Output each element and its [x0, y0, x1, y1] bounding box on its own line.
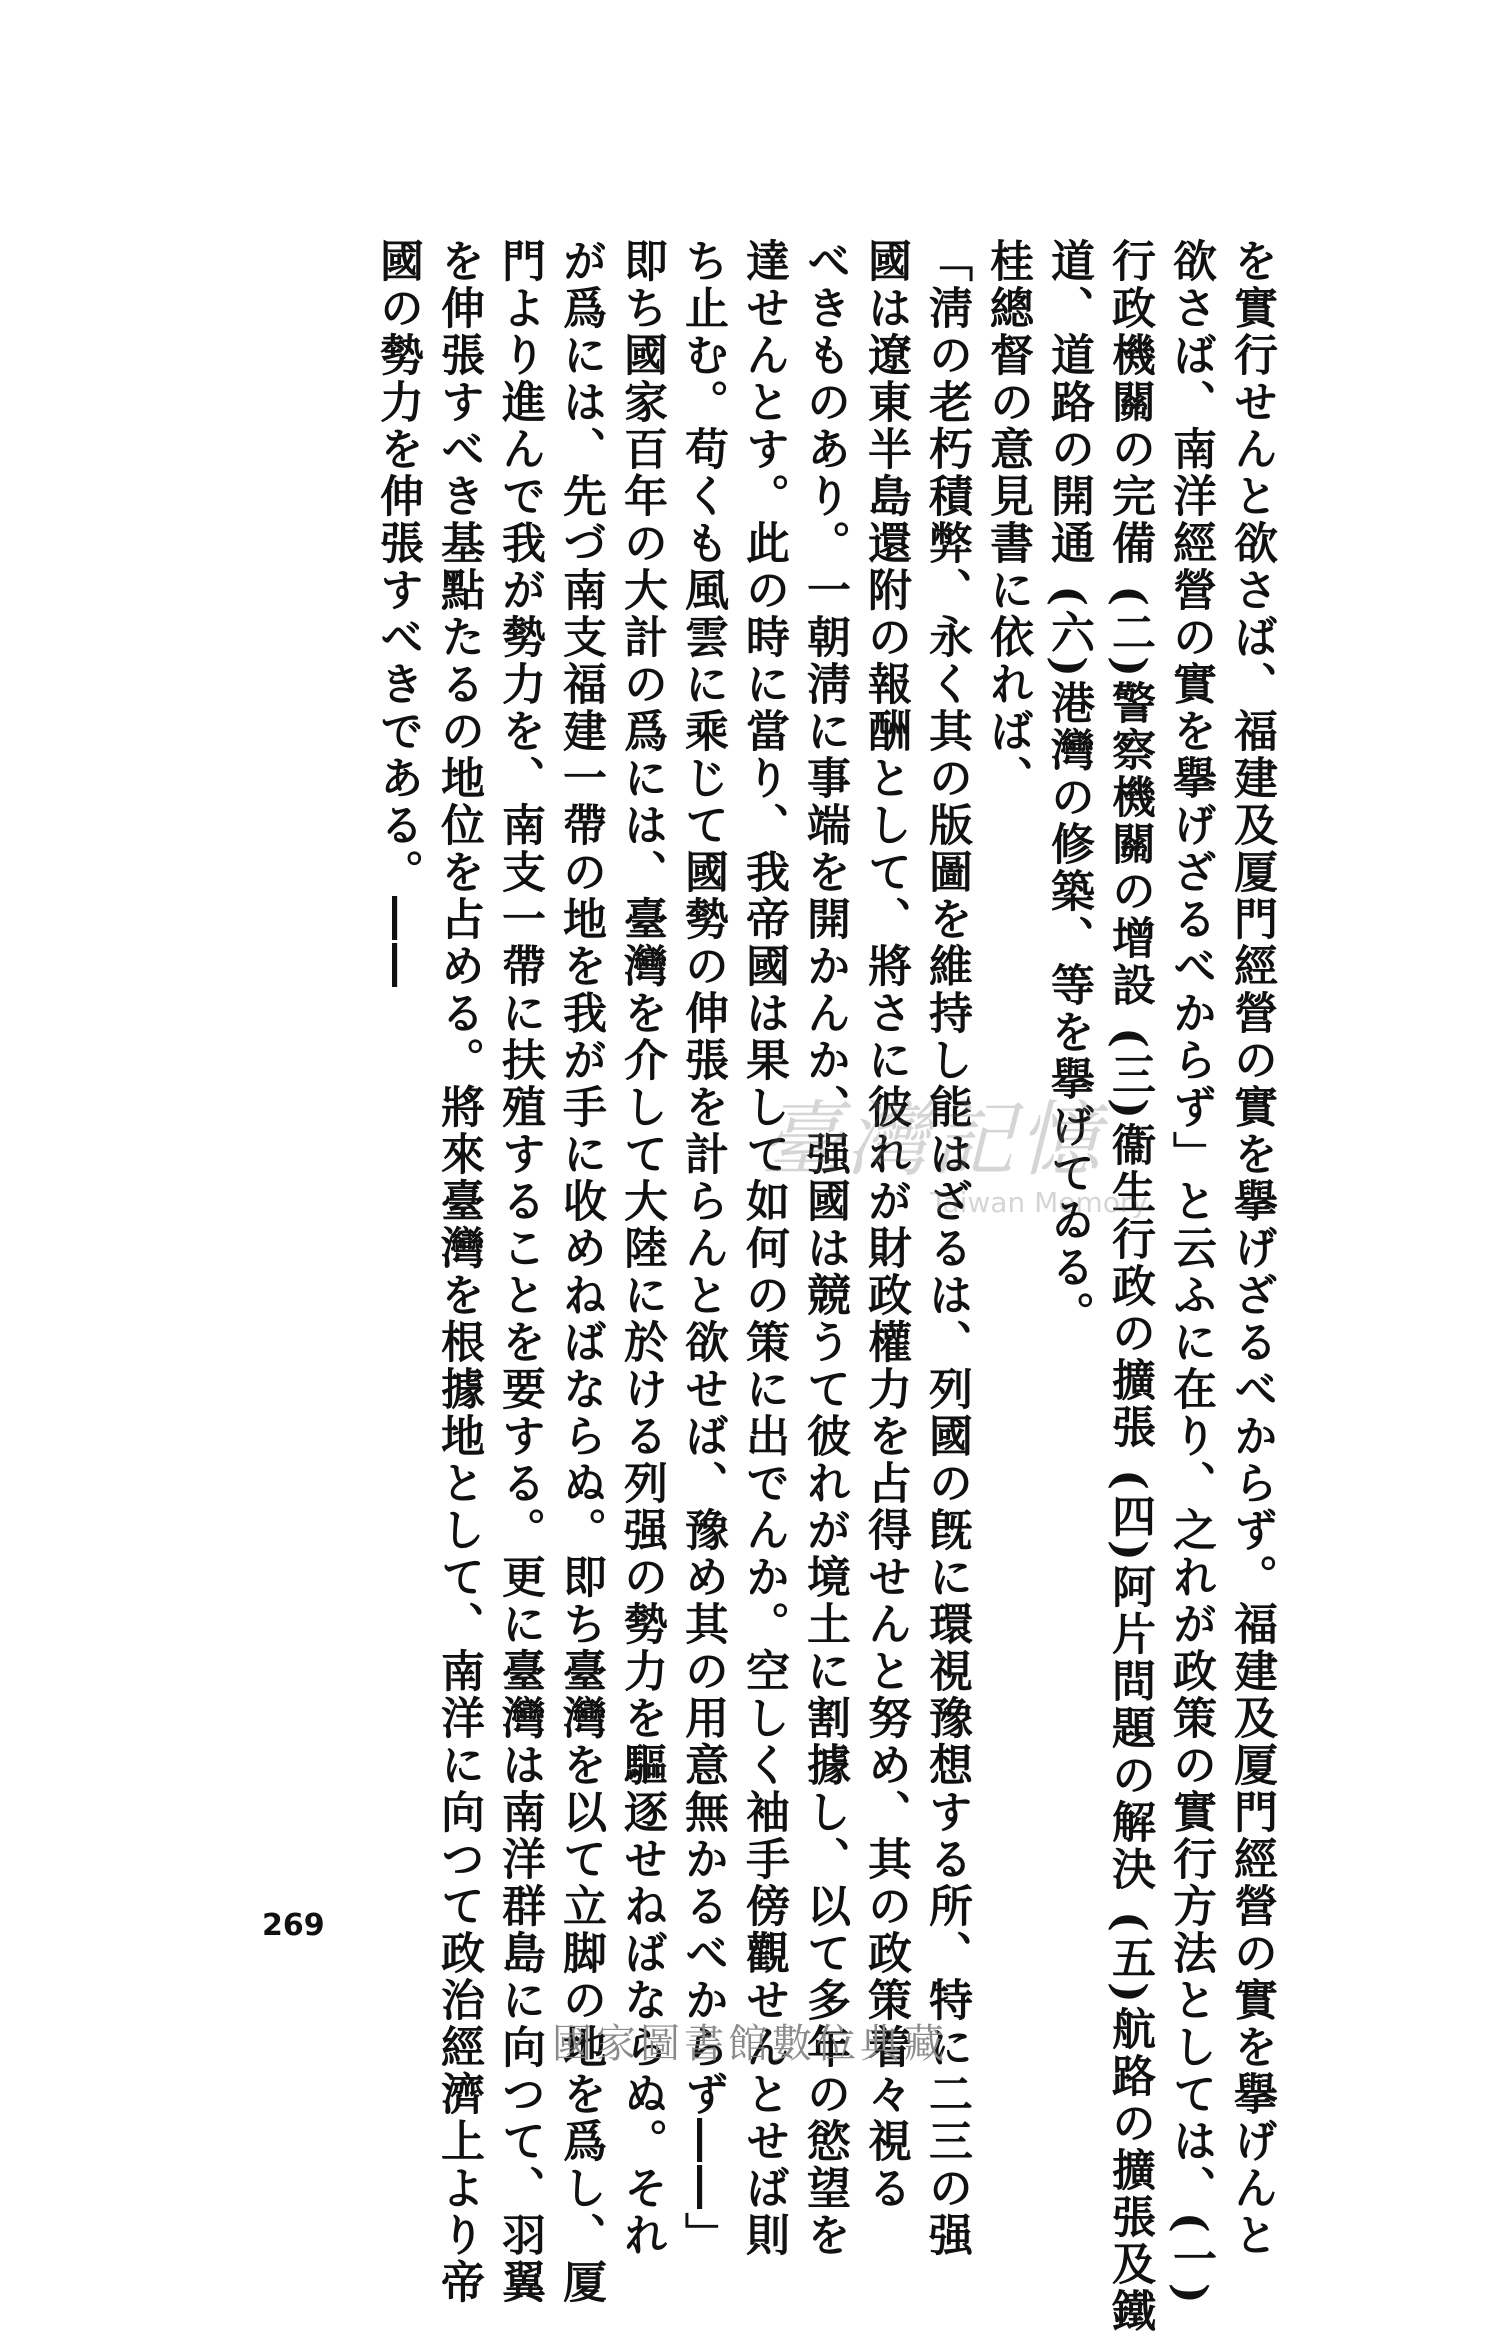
text-column: べきものあり。一朝淸に事端を開かんか、强國は競うて彼れが境土に割據し、以て多年の慾望を — [799, 238, 850, 2259]
text-column: 國は遼東半島還附の報酬として、將さに彼れが財政權力を占得せんと努め、其の政策着々視る — [860, 238, 911, 2212]
library-footer: 國家圖書館數位典藏 — [552, 2021, 948, 2067]
text-column: 行政機關の完備 (二)警察機關の增設 (三)衞生行政の擴張 (四)阿片問題の解決 (五)航路の擴張及鐵 — [1104, 238, 1155, 2335]
text-column: 國の勢力を伸張すべきである。―― — [372, 238, 423, 990]
page-number: 269 — [262, 1908, 325, 1943]
text-column: 欲さば、南洋經營の實を擧げざるべからず」と云ふに在り、之れが政策の實行方法としては、(一) — [1165, 238, 1216, 2307]
text-column: ち止む。苟くも風雲に乘じて國勢の伸張を計らんと欲せば、豫め其の用意無かるべからず――」 — [677, 238, 728, 2259]
text-column: 「淸の老朽積弊、永く其の版圖を維持し能はざるは、列國の旣に環視豫想する所、特に二三の强 — [921, 238, 972, 2259]
text-column: 道、道路の開通 (六)港灣の修築、等を擧げてゐる。 — [1043, 238, 1094, 1338]
text-column: 達せんとす。此の時に當り、我帝國は果して如何の策に出でんか。空しく袖手傍觀せんとせば則 — [738, 238, 789, 2259]
watermark-title: 臺灣記憶 — [760, 1093, 1104, 1188]
text-column: を伸張すべき基點たるの地位を占める。將來臺灣を根據地として、南洋に向つて政治經濟上より帝 — [433, 238, 484, 2306]
text-column: 桂總督の意見書に依れば、 — [982, 238, 1033, 802]
text-column: 門より進んで我が勢力を、南支一帶に扶殖することを要する。更に臺灣は南洋群島に向つて、羽翼 — [494, 238, 545, 2306]
watermark-subtitle: Taiwan Memory — [930, 1186, 1148, 1219]
text-column: を實行せんと欲さば、福建及厦門經營の實を擧げざるべからず。福建及厦門經營の實を擧げんと — [1226, 238, 1277, 2259]
text-column: が爲には、先づ南支福建一帶の地を我が手に收めねばならぬ。即ち臺灣を以て立脚の地を爲し、厦 — [555, 238, 606, 2306]
text-column: 即ち國家百年の大計の爲には、臺灣を介して大陸に於ける列强の勢力を驅逐せねばならぬ。それ — [616, 238, 667, 2259]
